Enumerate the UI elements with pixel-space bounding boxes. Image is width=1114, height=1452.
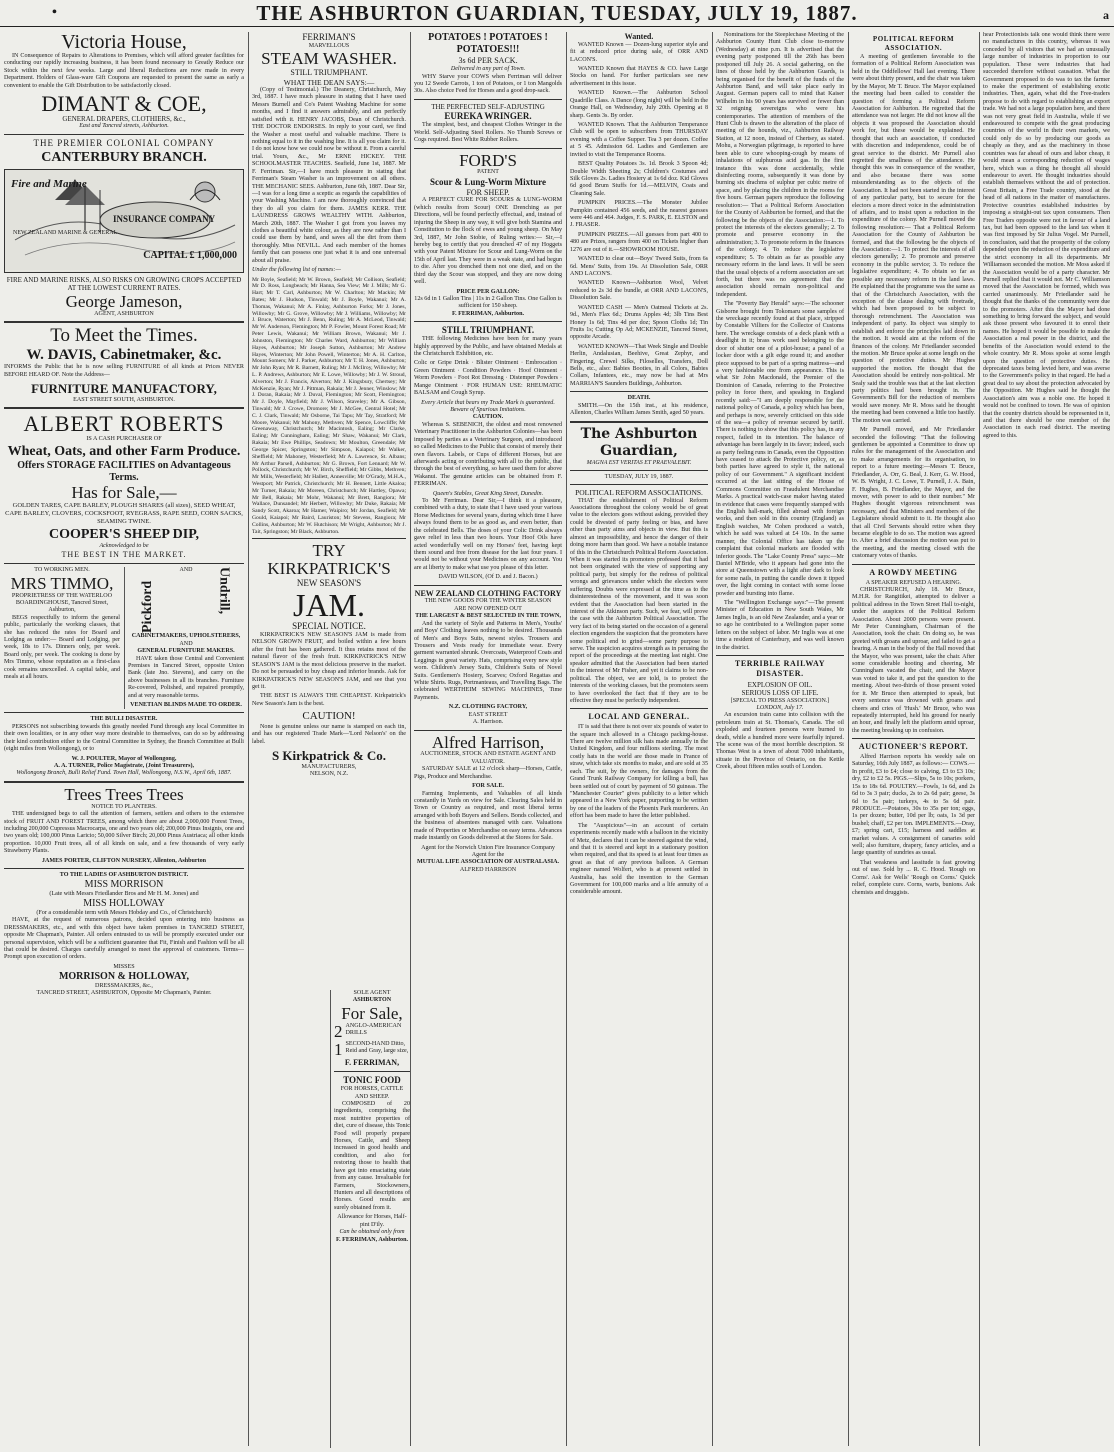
stables-letter: To Mr Ferriman. Dear Sir,—I think it a pleasure, combined with a duty, to state that I have used your various Horse Medicines for several years, during which time I have always found them to be as good as, and even better, than the celebrated Bells. The doses of your Colic Drink always gave relief in less than two hours. Your Hoof Oils have acted wonderfully well on my Horses' feet, having kept them sound and free from disease for the last four years. I would not be without your Medicines on any account. You are at liberty to make what use you please of this letter. xyxy=(414,498,562,571)
dimant-coe: DIMANT & COE, xyxy=(41,91,207,117)
news-waikato: The "Wellington Exchange says:"—The present Minister of Education in New South Wales, Mr James Inglis, is an old New Zealander, and a year or so ago he contributed to a Wellington paper some letters on the subject of labor. Mr Inglis was at one time a resident of Canterbury, and was well known in the district. xyxy=(716,600,844,651)
medicines-list: Colic or Gripe Drink · Blister Ointment · Embrocation · Green Ointment · Condition Powders · Hoof Ointment · Worm Powders · Foot Rot Dressing · Distemper Powders · Mange Ointment · FOR HUMAN USE: RHEUMATIC BALSAM and Cough Syrup. xyxy=(414,360,562,397)
alfred-harrison: Alfred Harrison, xyxy=(431,732,545,752)
kirkpatricks: KIRKPATRICK'S xyxy=(267,559,391,579)
serious-loss-subhead: SERIOUS LOSS OF LIFE. xyxy=(741,689,819,698)
divider xyxy=(4,407,244,409)
dateline: TUESDAY, JULY 19, 1887. xyxy=(604,474,674,481)
bulli-footer: Wollongong Branch, Bulli Relief Fund. Town Hall, Wollongong, N.S.W., April 6th, 1887. xyxy=(16,770,232,777)
divider xyxy=(414,730,562,731)
east-street: EAST STREET xyxy=(468,711,508,718)
masthead xyxy=(0,0,1114,27)
queens-stables: Queen's Stables, Great King Street, Dunedin. xyxy=(432,490,544,497)
wanted-item: WANTED Known—Ashburton Wool, Velvet reduced to 2s 3d the bundle, at ORR AND LACON'S, Dissolution Sale. xyxy=(570,280,708,302)
divider xyxy=(4,781,244,783)
new-seasons: NEW SEASON'S xyxy=(296,578,362,589)
paper-motto: MAGNA EST VERITAS ET PRAEVALEBIT. xyxy=(586,459,692,466)
potatoes-price: 3s 6d PER SACK. xyxy=(458,56,518,66)
mrs-timmo: MRS TIMMO, xyxy=(10,573,114,593)
morrison-subtitle: (Late with Messrs Friedlander Bros and Mr H. M. Jones) and xyxy=(49,890,199,897)
column-6-reports xyxy=(852,32,975,1448)
railway-disaster-heading: TERRIBLE RAILWAY DISASTER. xyxy=(734,659,826,678)
kirkpatrick-body: KIRKPATRICK'S NEW SEASON'S JAM is made from NELSON GROWN FRUIT, and boiled within a few hours after the fruit has been gathered. It thus retains most of the natural flavor of the fresh fruit. KIRKPATRICK'S NEW SEASON'S JAM is the most delicious preserve in the market. Do not be persuaded to buy cheap and inferior brands. Ask for KIRKPATRICK'S NEW SEASON'S JAM, and see that you get it. xyxy=(252,632,406,691)
death-notice: SMITH.—On the 15th inst., at his residence, Allenton, Charles William James Smith, aged 50 years. xyxy=(570,402,708,417)
column-3-ads xyxy=(414,32,562,1448)
agent-for: Agent for the xyxy=(471,851,505,858)
medicines-body: THE following Medicines have been for many years highly approved by the Public, and have obtained Medals at the Christchurch Exhibition, etc. xyxy=(414,336,562,358)
secondhand-count: 1 xyxy=(334,1039,343,1059)
wheat-oats: Wheat, Oats, and other Farm Produce. xyxy=(7,443,241,459)
masthead-bullet: • xyxy=(52,5,58,20)
divider xyxy=(570,708,708,709)
divider xyxy=(4,868,244,869)
divider xyxy=(414,99,562,100)
divider xyxy=(4,321,244,323)
divider xyxy=(414,148,562,149)
wanted-item: PUMPKIN PRIZES.—All guesses from part 400 to 480 are Prizes, rangers from 400 on Tickets higher than 1276 are out of it.—SHOWROOM HOUSE. xyxy=(570,231,708,253)
divider xyxy=(852,738,975,739)
drill-count: 2 xyxy=(334,1021,343,1041)
undrill: Undrill, xyxy=(216,567,232,615)
to-the-ladies: TO THE LADIES OF ASHBURTON DISTRICT. xyxy=(59,872,189,879)
page-mark: a xyxy=(1103,8,1110,22)
morrison-holloway-firm: MORRISON & HOLLOWAY, xyxy=(58,971,190,983)
banner-capital: CAPITAL £ 1,000,000 xyxy=(143,249,237,261)
nz-factory-sig: N.Z. CLOTHING FACTORY, xyxy=(448,704,528,711)
alfred-harrison-sig: ALFRED HARRISON xyxy=(459,866,517,873)
premier-colonial: THE PREMIER COLONIAL COMPANY xyxy=(33,137,215,148)
pra-body-2: Mr Purnell moved, and Mr Friedlander seconded the following: "That the following gentlemen be appointed a Committee to draw up rules for the management of the Association and to make arrangements for its organisation, to report to a future meeting:—Messrs T. Bruce, Friedlander, A. Orr, G. Beal, J. Kerr, G. W. Hood, W. B. Wright, J. C. Lowe, T. Purnell, J. A. Bain, F. Hughes, B. Friedlander, the Mayor, and the mover, with power to add to their number." Mr Hughes thought vigorous retrenchment was necessary, and that Ministers and members of the Legislature should submit to it. He thought also that all Civil Servants should retire when they became elegible to do so. The motion was agreed to. After a brief discussion the motion was put to the meeting, and the meeting closed with the customary votes of thanks. xyxy=(852,427,975,560)
furniture-makers: GENERAL FURNITURE MAKERS. xyxy=(137,648,235,655)
eureka-wringer: EUREKA WRINGER. xyxy=(444,111,532,122)
meet-the-times: To Meet the Times. xyxy=(50,325,198,347)
divider xyxy=(852,564,975,565)
price-lines: 12s 6d in 1 Gallon Tins | 11s in 2 Gallon Tins. One Gallon is sufficient for 150 sheep. xyxy=(414,295,562,310)
pickford-body: HAVE taken those Central and Convenient Premises in Tancred Street, opposite Union Bank (late Jno. Stevens), and carry on the above businesses in all its branches. Furniture Re-covered, Polished, and repaired promptly, and at very reasonable terms. xyxy=(128,655,244,699)
banner-fire-marine: Fire and Marine xyxy=(11,177,87,190)
divider xyxy=(414,321,562,322)
press-association: [SPECIAL TO PRESS ASSOCIATION.] xyxy=(730,697,830,704)
paper-title: The Ashburton Guardian, xyxy=(580,425,698,459)
jam: JAM. xyxy=(292,587,365,624)
holloway-subtitle: (For a considerable term with Messrs Hobday and Co., of Christchurch) xyxy=(36,909,212,916)
continuation-body: hear Protectionists talk one would think there were no manufactures in this country, whereas it was conceded by all visitors that we had an unusually large number of industries in proportion to our population. These were industries that had succeeded therefore without causation. What the Government proposed to do was to tax the farmer to make the experiment of establishing exotic industries. Then, again, what did the Free-traders propose to do with regard to establishing an export trade. We had not a large population here, and there was not very great field in Australia, while if we endeavoured to compete with the great producing countries of the world in their own markets, we could only do so by producing our goods as cheaply as they, and as the machinery in those countries was far ahead of ours and labor cheap, it would mean a corresponding reduction of wages here, which was a thing he thought all should endeavour to avert. He thought industries should establish themselves without the aid of protection. Great Britain, a Free Trade country, stood at the head of all nations in the matter of manufactures. Protective countries established industries by imposing a straight-out tax upon consumers. Then Free Traders opposite were not in favour of a land tax, but had been opposed to the land tax when it was first imposed by Sir Julius Vogel. Mr Purnell, in conclusion, said that the prosperity of the colony depended upon the reduction of the expenditure and the strict economy in all its departments. Mr Williamson seconded the motion. Mr Moss asked if the Association would be of a party character. Mr Purnell replied that it would not. Mr C. Williamson moved that the Association be formed, which was carried unanimously. Mr Friedlander said he thought that the thanks of the community were due to the promoters. After this the Mayor had done something to bring forward the subject, and would ask those present who favoured it to enrol their names. He hoped it would be possible to make the Association a real power in the district, and the benefits of the Association would extend to the whole country. Mr R. Moss spoke at some length upon the question of protective duties. He deprecated taxes being levied here, and was averse to the Government's policy in that regard. He had a great deal to say about the protection advocated by the Opposition. Mr Hughes said he thought the Association's aim was a noble one. He hoped it would not be confined to town. He was of opinion that the country districts should be represented in it, and that there should be one member of the Association in each road district. The meeting agreed to this. xyxy=(983,32,1110,439)
auctioneer-report-body: Alfred Harrison reports his weekly sale on Saturday, 16th July 1887, as follows:— COWS.—In profit, £3 to £4; close to calving, £3 to £3 10s; dry, £2 to £2 5s. PIGS.—Slips, 5s to 10s; porkers, 15s to 18s 6d. POULTRY.—Fowls, 1s 6d, and 2s 6d to 3s 3 pair; ducks, 2s to 2s 6d pair; geese, 3s 6d to 5s pair; turkeys, 4s to 5s 6d pair. PRODUCE.—Potatoes, 30s to 35s per ton; eggs, 1s per dozen; butter, 10d per lb; oats, 1s 3d per bushel; chaff, £2 per ton. IMPLEMENTS.—Dray, £7; spring cart, £15; harness and saddles at market values. A consignment of canaries sold well; also furniture, drapery, fancy articles, and a large quantity of sundries as usual. xyxy=(852,754,975,857)
ferriman-agent: F. FERRIMAN, Ashburton. xyxy=(451,310,525,317)
divider xyxy=(4,134,244,135)
miss-holloway: MISS HOLLOWAY xyxy=(83,898,165,910)
leader-article: THAT the establishment of Political Reform Associations throughout the colony would be of great value to the electors goes without asking, provided they could be divested of party feeling or bias, and have other than party aims and objects in view. But this is almost an impossibility, and hence the danger of their doing more harm than good. We have a notable instance of this in the Christchurch Political Reform Association. When it was started its promoters professed that it had not been originated with the view of supporting any political party, but simply for the redress of political wrongs and grievances under which the electors were suffering. Doubts were expressed at the time as to the disinterestedness of the movement, and it was soon evident that the Association had been started in the interest of the Atkinson party. Such, we fear, will prove the case with the Ashburton Political Association. The very fact of its being started on the occasion of a general election engenders the suspicion that the promoters have some political end to grind—some party purpose to serve. The suspicion acquires strength as in perusing the report of the proceedings at the meeting last night. One speaker admitted that the Association had been started in the interest of Mr Fisher, and yet it claims to be non-political. The object, we are told, is to protect the interests of the working classes, but the promoters seem to have overlooked the fact that if they are to be effective they must be perfectly independent. xyxy=(570,497,708,704)
secondhand-item: SECOND-HAND Ditto, Reid and Gray, large size, xyxy=(345,1040,409,1054)
divider xyxy=(4,563,244,564)
local-general-tail: The "Auspicious"—in an account of certain experiments recently made with a balloon in the vicinity of Metz, declares that it can be steered against the wind, and that it is steered and kept in a stationary position when required, and that its speed is at least four times as great as that of any previous balloon. A German engineer named Wolfert, who is at present settled in Australia, has sold the invention to the German Government for 100,000 marks and a life annuity of a considerable amount. xyxy=(570,822,708,896)
caution: CAUTION! xyxy=(302,710,356,723)
wanted-item: PUMPKIN PRICES.—The Monster Jubilee Pumpkin contained 456 seeds, and the nearest guesses were 446 and 464. Judges, F. S. PARK, E. ELSTON and J. FRASER. xyxy=(570,200,708,229)
kirkpatrick-firm: S Kirkpatrick & Co. xyxy=(271,747,387,763)
new-goods: THE NEW GOODS FOR THE WINTER SEASON xyxy=(424,598,552,605)
mutual-life: MUTUAL LIFE ASSOCIATION OF AUSTRALASIA. xyxy=(416,859,560,866)
morrison-holloway-body: HAVE, at the request of numerous patrons, decided upon entering into business as DRESSMAKERS, etc., and with this object have taken premises in TANCRED STREET, opposite Mr Chapman's, Painter. All orders entrusted to us will be promptly executed under our personal supervision, which will be a sufficient guarantee that Fit, Finish and Fashion will be all that could be desired. Charges carefully arranged to meet the approval of customers. Terms—Prompt upon execution of orders. xyxy=(4,917,244,961)
cabinet-and: AND xyxy=(179,640,193,647)
ferriman-sale-box xyxy=(330,990,410,1448)
pra-heading: POLITICAL REFORM ASSOCIATION. xyxy=(872,35,955,52)
bulli-turner: A. A. TURNER, Police Magistrate, (Joint Treasurers), xyxy=(53,762,195,769)
wanted-item: WANTED to clear out—Boys' Tweed Suits, from 6s 6d. Mens' Suits, from 19s. At Dissolution Sale, ORR AND LACON'S. xyxy=(570,256,708,277)
now-opened: ARE NOW OPENED OUT xyxy=(454,605,522,612)
morrison-holloway-role: DRESSMAKERS, &c., xyxy=(95,982,153,989)
cabinet-makers: CABINETMAKERS, UPHOLSTERERS, xyxy=(131,633,241,640)
saturday-sale: SATURDAY SALE at 12 o'clock sharp—Horses, Cattle, Pigs, Produce and Merchandise. xyxy=(414,766,562,780)
sole-agent: SOLE AGENT xyxy=(353,990,391,996)
auctioneer: AUCTIONEER, STOCK AND ESTATE AGENT AND VALUATOR. xyxy=(420,751,556,765)
names-intro: Under the following list of names:— xyxy=(252,267,341,274)
to-working-men: TO WORKING MEN. xyxy=(34,567,90,574)
caution-body: None is genuine unless our name is stamped on each tin, and has our registered Trade Mark—'Lord Nelson's' on the label. xyxy=(252,723,406,745)
rowdy-meeting-heading: A ROWDY MEETING xyxy=(869,567,958,577)
perfected-wringer: THE PERFECTED SELF-ADJUSTING xyxy=(431,102,545,111)
ferriman-signature: F. FERRIMAN, xyxy=(344,1058,400,1068)
a-harrison: A. Harrison. xyxy=(472,719,504,726)
still-triumphant-2: STILL TRIUMPHANT. xyxy=(441,325,535,336)
divider xyxy=(570,484,708,485)
rowdy-subhead: A SPEAKER REFUSED A HEARING. xyxy=(865,579,962,586)
divider xyxy=(570,391,708,392)
tonic-subtitle: FOR HORSES, CATTLE AND SHEEP. xyxy=(340,1086,404,1100)
banner-subtitle: NEW ZEALAND MARINE & GENERAL xyxy=(13,229,118,236)
bulli-title: THE BULLI DISASTER. xyxy=(90,716,158,723)
column-5-news xyxy=(716,32,844,1448)
norwich-union: Agent for the Norwich Union Fire Insurance Company xyxy=(421,844,555,851)
divider xyxy=(252,538,406,539)
timmo-subtitle: PROPRIETRESS OF THE WATERLOO BOARDINGHOUSE, Tancred Street, Ashburton, xyxy=(11,592,113,614)
nelson: NELSON, N.Z. xyxy=(309,771,349,778)
albert-roberts: ALBERT ROBERTS xyxy=(23,411,225,437)
tonic-body: COMPOSED of 20 ingredients, comprising the most nutritive properties of diet, cure of disease, this Tonic Food will properly prepare Horses, Cattle, and Sheep increased in good health and condition, and also for restoring those to health that have got into emaciating state from any cause. Invaluable for Farmers, Stockowners, Hunters and all descriptions of Horses. Good results are surely obtained from it. xyxy=(334,1100,410,1211)
davis-cabinetmaker: W. DAVIS, Cabinetmaker, &c. xyxy=(26,346,222,363)
death-heading: DEATH. xyxy=(627,395,651,402)
fords-patent: PATENT xyxy=(477,169,499,176)
coopers-best: THE BEST IN THE MARKET. xyxy=(61,550,187,560)
potatoes-delivered: Delivered in any part of Town. xyxy=(450,66,526,73)
pickford-and: AND xyxy=(179,567,193,574)
coopers-subtitle: Acknowledged to be xyxy=(99,543,149,550)
albert-subtitle: IS A CASH PURCHASER OF xyxy=(86,435,162,442)
column-rule xyxy=(712,32,713,1446)
for-sale-harrison: FOR SALE. xyxy=(472,783,504,790)
notice-to-planters: NOTICE TO PLANTERS. xyxy=(91,803,157,810)
explosion-subhead: EXPLOSION OF OIL. xyxy=(747,680,813,689)
masthead-title: THE ASHBURTON GUARDIAN, TUESDAY, JULY 19, 1887. xyxy=(256,1,858,25)
drill-item: ANGLO-AMERICAN DRILLS xyxy=(345,1022,402,1037)
bulli-poulter: W. J. POULTER, Mayor of Wollongong, xyxy=(71,755,177,762)
column-rule xyxy=(848,32,849,1446)
tonic-obtained: Can be obtained only from xyxy=(339,1229,405,1236)
misses: MISSES xyxy=(113,963,135,970)
column-rule xyxy=(410,32,411,1446)
tonic-food: TONIC FOOD xyxy=(343,1075,401,1086)
auctioneer-report-heading: AUCTIONEER'S REPORT. xyxy=(858,742,969,752)
caution-body-2: Whereas S. SEBENICH, the oldest and most renowned Veterinary Practitioner in the Ashburton Colonies—has been imposed by parties as a Veterinary Surgeon, and introduced so called Medicines to the Public that consist of merely their own flavors. Labels, or Cups of different Horses, but are afterwards acting or contributing with all to the public, that through the best of everything, so have used them for above Wakanui. The genuine articles can be obtained from F. FERRIMAN. xyxy=(414,421,562,488)
divider xyxy=(716,655,844,656)
canterbury-branch: CANTERBURY BRANCH. xyxy=(41,149,207,165)
potatoes-heading: POTATOES ! POTATOES ! POTATOES!!! xyxy=(428,32,548,56)
steam-washer: STEAM WASHER. xyxy=(261,49,397,69)
potatoes-body: WHY Starve your COWS when Ferriman will deliver you 12 Swede Carrots, 1 ton of Potatoes, or 1 ton Mangolds 30s. Also choice Feed for Horses and a good drop-sack. xyxy=(414,73,562,95)
column-7-continuation xyxy=(983,32,1110,1448)
banner-company: INSURANCE COMPANY xyxy=(113,213,216,224)
corns-note: That weakness and lassitude is fast growing out of use. Sold by ... R. C. Hood. 'Rough on Corns'. Ask for Wells' 'Rough on Corns.' Quick relief, complete cure. Corns, warts, bunions. Ask chemists and druggists. xyxy=(852,859,975,896)
furniture-manufactory: FURNITURE MANUFACTORY, xyxy=(31,381,217,397)
dimant-subtitle: GENERAL DRAPERS, CLOTHIERS, &c., xyxy=(62,115,186,124)
every-article: Every Article that bears my Trade Mark is guaranteed. xyxy=(421,399,555,406)
insurance-banner xyxy=(4,169,244,273)
bulli-body: PERSONS not subscribing towards this greatly needed Fund through any local Committee in their own localities, or in any other way more desirable to themselves, can do so by addressing their kind contribution either to the Central Committee in Sydney, the Branch Committee at Bulli (eight miles from Wollongong), or to xyxy=(4,723,244,753)
column-1-ads xyxy=(4,32,244,1448)
divider xyxy=(414,585,562,586)
ferrimans: FERRIMAN'S xyxy=(302,32,356,42)
column-rule xyxy=(248,32,249,1446)
david-wilson: DAVID WILSON, (Of D. and J. Bacon.) xyxy=(438,574,538,581)
divider xyxy=(4,712,244,713)
wanted-item: WANTED Known.—The Ashburton School Quadrille Class. A Dance (long night) will be held in the Orange Hall, on Wednesday, July 20th. Opening at 8 sharp. Gents 3s. By order. xyxy=(570,90,708,119)
names-list: Mr Boyle, Seafield; Mr W. Brown, Seafield; Mr Collison, Seafield; Mr D. Ross, Longbeach; Mr Hanna, Sea View; Mr J. Mills; Mr G. Hart; Mr T. Carl, Ashburton; Mr W. Charlton; Mr Mackin; Mr Bates; Mr J. Hudson, Tinwald; Mr J. Boyle, Wakanui; Mr A. Thomas, Wakanui; Mr A. Finlay, Ashburton Forks; Mr J. Jones, Willowby; Mr G. Grove, Willowby; Mr J. Williams, Willowby; Mr J. Bruce, Waterton; Mr J. Benn, Ruling; Mr A. McLeod, Tinwald; Mr W. Anderson, Flemington; Mr P. Fowler, Mount Forest Road; Mr Peter Lewis, Wakanui; Mr William Brown, Wakanui; Mr J. Johnston, Flemington; Mr Charles Ward, Ashburton; Mr William Hayes, Ashburton; Mr Joseph Sutton, Ashburton; Mr Andrew Hayes, Winterton; Mr John Powell, Winterton; Mr A. H. Carlton, Mount Somers; Mr J. Parker, Ashburton; Mr T. H. Jones, Ashburton; Mr John Ryan; Mr R. Barnett, Ruling; Mr J. McIlroy, Willowby; Mr L. P. Andrews, Ashburton; Mr E. Lowe, Willowby; Mr J. W. Stroud, Alverton; Mr J. Francis, Alverton; Mr J. Kingsbury, Chertsey; Mr McKenzie, Ryan; Mr J. Pittman, Rakaia; Mr J. Jenner, Winslow; Mr J. Doran, Rakaia; Mr J. Duval, Flemington; Mr Scott, Flemington; Mr J. Doyle, Mayfield; Mr J. Wilson, Staveley; Mr A. Gibson, Tinwald; Mr J. Crowe, Dromore; Mr J. McGee, Central Hotel; Mr C. J. Clark, Tinwald; Mr Osborne, Tai Tapu; Mr Tay, Stratford; Mr Moore, Wakanui; Mr Mahony, Methven; Mr Spence, Lowcliffe; Mr Greenaway, Christchurch; Mr Macintosh, Ealing; Mr Clarke, Ealing; Mr Cunningham, Ealing; Mr Shaw, Wakanui; Mr Clark, Rakaia; Mr Ewe Phillips, Seadown; Mr Moulton, Greendale; Mr George Spicer, Springston; Mr Simpson, Kaiapoi; Mr Walker, Sheffield; Mr Mahoney, Westerfield; Mr A. Lawrence, St. Albans; Mr Arthur Parsell, Ashburton; Mr G. Brown, Fort Lennard; Mr W. Pollock, Christchurch; Mr W. Birch, Sheffield; Mr Gibbs, Methven; Mr Mills, Westerfield; Mr Hallett, Annesville; Mr O'Grady, M.H.A., Westport; Mr Patrick, Christchurch; Mr H. Bennett, Little Akaloa; Mr Turner, Rakaia; Mr Moreen, Christchurch; Mr Hartley, Opawa; Mr Bell, Rakaia; Mr Mohr, Wakanui; Mr Brett, Rangiora; Mr Wallace, Dunsandel; Mr Herbert, Willowby; Mr Duke, Rakaia; Mr Sandy Scott, Akaroa; Mr Hamer, Waipiro; Mr Jordan, Seafield; Mr Gould, Kaiapoi; Mr Baird, Lauriston; Mr Stevens, Rangiora; Mr Collins, Ashburton; Mr W. Hutchison; Mr Wright, Ashburton; Mr J. Tait, Springston; Mr Black, Ashburton. xyxy=(252,276,406,535)
local-general-body: IT is said that there is not over six pounds of water to the square inch allowed in a Chicago packing-house. There are twelve million silk hats made annually in the United Kingdom, and four millions sterling. The most costly hats in the world are those made in France of straw, which take six months to make, and are sold at 35 each. The suit, by the owners, for damages from the Grand Trunk Railway Company for killing a bull, has been settled out of court by payment of 50 guineas. The "Manchester Courier" gives publicity to a letter which appeared in a New York paper, purporting to be written by one of the leaders of the Phoenix Park murderers. An effort has been made to have the letter published. xyxy=(570,724,708,820)
news-mid: The "Poverty Bay Herald" says:—The schooner Gisborne brought from Tokomaru some samples of the wreckage recently found at that place, stripped by Constable Villiers for the Collector of Customs here. The wreckage consists of a deck plank with a deadlight in it; brass work used belonging to the door of shutter one of a pilot-house; a panel of a locker door with a gilt edge round it; and another piece supposed to be part of a spring mattress—and a very fashionable one from appearance. This is what Sir John Macdonald, the Premier of the Dominion of Canada, referring to the Protective policy in force there, and speaking in England recently said:—"I am deeply responsible for the national policy of Canada, a policy which has been, and perhaps is now, severely criticised on this side of the sea—a policy of revenue secured by tariff. There is nothing to show that this policy has, in any respect, failed in its intention. The balance of advantage has been largely in its favor; indeed, such as party feeling runs in Canada, even the Opposition have ceased to attack the Protective policy, or, as both parties have agreed to style it, the national policy of our Government." A significant incident occurred at the last sitting of the House of Commons Committee on Fraudulent Merchandise Marks. A practical watch-case maker having stated in evidence that cases were frequently stamped with the English hall-mark, filled abroad with foreign works, and then sold in this country (England) as English watches, Mr Cohen produced a watch, which he said was valued at £4 10s. In the same manner, the Colonial Office has taken up the complaint that colonial markets are flooded with inferior goods. The "Lake County Press" says:—Mr Daniel M'Bride, who it appears had gone into the store at Queenstown with a light after dark to look for some nails, in putting the candle down it tipped over, the light coming in contact with some loose powder and bursting into flame. xyxy=(716,301,844,597)
tonic-allowance: Allowance for Horses, Half-pint D'ily. xyxy=(337,1214,407,1228)
clothing-body: And the variety of Style and Patterns in Men's, Youths' and Boys' Clothing leaves nothing to be desired. Thousands of Men's and Boys Suits, newest styles. Trousers and Trousers and Vests ready for immediate wear. Every garment warranted shrunk. Overcoats, Waterproof Coats and Leggings in great variety. Hats, comprising every new style worn. Children's Jersey Suits, Children's Suits of Novel Suits. Gentlemen's Hosiery, Scarves; Oxford Regattas and White Shirts. Rugs, Portmanteaus, and Travelling Bags. The celebrated WERTHEIM SEWING MACHINES, Time Payments. xyxy=(414,620,562,701)
largest-selection: THE LARGEST & BEST SELECTED IN THE TOWN, xyxy=(415,613,561,620)
furniture-address: EAST STREET SOUTH, ASHBURTON. xyxy=(73,396,175,403)
still-triumphant: STILL TRIUMPHANT. xyxy=(290,68,368,78)
column-rule xyxy=(979,32,980,1446)
divider xyxy=(570,470,708,471)
washer-testimonials: (Copy of Testimonial.) The Deanery, Christchurch, May 3rd, 1887. I have much pleasure in stating that I have used Messrs Burnell and Co's Patent Washing Machine for some months, and I find it answers admirably, and am perfectly satisfied with it. HENRY JACOBS, Dean of Christchurch. THE DOCTOR ENDORSES. In reply to your card, we find the Washer a most useful and valuable machine. There is nothing equal to it in the washing line. It is all you claim for it. I do not know how we could now be without it. From a careful trial. Yours, &c., Mr ERNE HICKEY. THE SCHOOLMASTER TEACHES. Seafield, June 1st, 1887. Mr F. Ferriman. Sir,—I have much pleasure in stating that Ferriman's Steam Washer is an improvement on all others. THE MECHANIC SEES. Ashburton, June 6th, 1887. Dear Sir,—I was for a long time a sceptic as regards the capabilities of your Washing Machine. I am now thoroughly convinced that they do all you claim for them. JAMES KERR. THE LAUNDRESS GROWS WEALTHY WITH. Ashburton, March 20th, 1887. The Washer I got from you leaves my clothes a beautiful white colour, as they are now rather than I could use them by hand, and saves all the dirt from them thoroughly. Miss NEVILL. And each member of the homes family that can possess one just what it is and one universal about all praise. xyxy=(252,87,406,264)
special-notice: SPECIAL NOTICE. xyxy=(292,621,366,632)
price-per-gallon: PRICE PER GALLON: xyxy=(456,288,520,295)
what-the-dean-says: WHAT THE DEAN SAYS:— xyxy=(283,77,375,87)
pickford: Pickford xyxy=(140,581,156,634)
wanted-heading: Wanted. xyxy=(624,32,654,41)
morrison-holloway-address: TANCRED STREET, ASHBURTON, Opposite Mr Chapman's, Painter. xyxy=(36,990,212,997)
divider xyxy=(570,421,708,423)
trees-body: THE undersigned begs to call the attention of farmers, settlers and others to the extensive stock of FRUIT AND FOREST TREES, among which there are about 2,000,000 Forest Trees, including 200,000 Cupressus Macrocarpa, one and two years old; 200,000 Pinus Insignis, one and two years old; 100,000 Pinus Laricio; 50,000 Silver Birch; 20,000 Pinus Austriaca; all other kinds proportion. 10,000 Fruit trees, all of all kinds on sale, and a few thousands of very early Strawberry Plants. xyxy=(4,811,244,855)
manufacturers: MANUFACTURERS, xyxy=(301,763,357,770)
nz-clothing-factory: NEW ZEALAND CLOTHING FACTORY xyxy=(414,588,562,598)
try: TRY xyxy=(312,541,346,561)
wanted-item: WANTED Known — Dozen-lung superior style and fit at reduced price during sale, of ORR AND LACON'S. xyxy=(570,41,708,63)
venetian-blinds: VENETIAN BLINDS MADE TO ORDER. xyxy=(130,702,242,709)
has-for-sale: Has for Sale,— xyxy=(71,483,177,503)
railway-body: An excursion train came into collision with the petroleum train at St. Thomas's, Canada. The oil exploded and fourteen persons were burned to death, while a hundred more were fearfully injured. The scene was of the most horrible description. St Thomas West is a town of about 7000 inhabitants, situate in the Province of Ontario, on the Kettle Creek, about fifteen miles south of London. xyxy=(716,712,844,771)
wanted-item: BEST Quality Potatoes 3s. 1d. Brook 3 Spoon 4d; Double Width Sheeting 2s; Children's Costumes and Silk Gloves 2s. Ladies Hosiery at 1s 6d doz. Kid Gloves 6d good Brum Stuffs for 1d.—MELVIN, Coats and Cleaning Sale. xyxy=(570,161,708,197)
timmo-body: BEGS respectfully to inform the general public, particularly the working classes, that she has reduced the rates for Board and Lodging as under:— Board and Lodging, per week, 18s to 17s. Dinners only, per week. Board only, per week. The cooking is done by Mrs Timmo, whose reputation as a first-class cook remains unexcelled. A capital table, and meals at all hours. xyxy=(4,614,120,681)
victoria-house-body: IN Consequence of Repairs to Alterations to Premises, which will afford greater facilities for conducting our rapidly increasing business, it has been found necessary to Greatly Reduce our Stock within the next few weeks. Large and liberal Reductions are now made in every Department. Holders of Glass-ware Gift Coupons are requested to present the same as early a convenient to enable the Gift Distribution to be satisfactorily closed. xyxy=(4,53,244,89)
victoria-house-title: Victoria House, xyxy=(61,32,187,53)
wanted-item: WANTED Known. That the Ashburton Temperance Club will be open to subscribers from THURSDAY evening with a Coffee Supper. Tea 3 per dozen. Coffee at 5 45. Admission 6d. Ladies and Gentlemen are invited to visit the Temperance Rooms. xyxy=(570,121,708,158)
trees-title: Trees Trees Trees xyxy=(64,784,184,804)
sole-agent-town: ASHBURTON xyxy=(352,997,392,1004)
harrison-sale-body: Farming Implements, and Valuables of all kinds constantly in Yards on view for Sale. Clearing Sales held in Town or Country as required, and most liberal terms arranged with both Buyers and Sellers. Bonds collected, and the business of absentees managed with care. Valuations made of Properties or Merchandise on easy terms. Advances made instantly on Goods delivered at the Stores for Sale. xyxy=(414,790,562,842)
pra-body: A meeting of gentlemen favorable to the formation of a Political Reform Association was held in the Oddfellows' Hall last evening. There were about thirty present, and the chair was taken by the Mayor, Mr T. Bruce. The Mayor explained the meeting had been called to consider the question of forming a Political Reform Association for Ashburton. He regretted that the attendance was not larger. He did not know all the objects it was proposed the Association should work for, but these would be explained. He thought that such an association, if conducted with discretion and independence, could be of great service to the district. Mr Purnell also regretted the smallness of the attendance. He thought this was in consequence of the weather, and also because there was some misunderstanding as to the objects of the Association. It had not been started in the interest of any particular party, but to secure for the electors a more direct voice in the administration of affairs, and to insist upon a reduction in the expenditure of the colony. Mr Purnell moved the following resolution:— That a Political Reform Association for the County of Ashburton be formed, and that the following be the objects of the Association:—1. To protect the interests of all electors generally; 2. To promote and preserve economy in the public service; 3. To reduce the legislative expenditure; 4. To obtain so far as possible any necessary reform in the land laws. He explained that the programme was the same as that of the Christchurch Association, with the exception of the clause dealing with freetrade, which had been proposed to be subject to thorough retrenchment. The Association was independent of party. Its object was simply to establish and enforce the principles laid down in the motion. It would aim at the reform of the finances of the colony. Mr Friedlander seconded the motion. Mr Bruce spoke at some length on the question of protective duties. Mr Hughes supported the motion. He thought that the Association should be entirely non-political. Mr Sealy said the trouble was that at the last election party politics had been brought in. The Government's Bill for the reduction of members would save money. Mr R. Moss said he thought the meeting had been convened a little too hastily. The motion was carried. xyxy=(852,54,975,424)
eureka-body: The simplest, best, and cheapest Clothes Wringer in the World. Self-Adjusting Steel Rollers. No Thumb Screws or Cogs required. Best White Rubber Rollers. xyxy=(414,122,562,144)
caution-heading: CAUTION. xyxy=(472,414,504,421)
column-4-editorial xyxy=(570,32,708,1448)
divider xyxy=(334,1071,410,1072)
dimant-address: East and Tancred streets, Ashburton. xyxy=(79,123,169,130)
wanted-item: WANTED Known that HAYES & CO. have Large Stocks on hand. For further particulars see new advertisement in this issue. xyxy=(570,66,708,87)
beware: Beware of Spurious Imitations. xyxy=(450,406,526,413)
davis-notice: INFORMS the Public that he is now selling FURNITURE of all kinds at Prices NEVER BEFORE HEARD OF. Note the Address— xyxy=(4,364,244,378)
marvellous: MARVELLOUS xyxy=(308,42,350,49)
london-dateline: LONDON, July 17. xyxy=(756,704,804,711)
miss-morrison: MISS MORRISON xyxy=(84,879,164,891)
best-cheapest: THE BEST IS ALWAYS THE CHEAPEST. Kirkpatrick's New Season's Jam is the best. xyxy=(252,693,406,707)
fords-body: A PERFECT CURE FOR SCOURS & LUNG-WORM (which results from Scour) ONE Drenching as per Directions, will be found perfectly effectual, and, instead of injuring the Sheep in any way, it will give both Stamina and Constitution to the flock of ewes and young sheep. On May 3rd, 1887, Mr John Stobie, of Ruling writes:— Sir,—I hereby beg to certify that you drenched 47 of my Hoggets with your Patent Mixture for Scour and Lung-Worm on the 15th of April last. They were in a weak state, and had begun to die. After you drenched them not one died, and on the third day the Scour was stopped, and they are now doing well. xyxy=(414,197,562,286)
sale-items: GOLDEN TARES, CAPE BARLEY, PLOUGH SHARES (all sizes), SEED WHEAT, CAPE BARLEY, CLOVERS, COCKSFOOT, RYEGRASS, RAPE SEED, CORN SACKS, SEAMING TWINE. xyxy=(5,502,243,526)
storage-facilities: Offers STORAGE FACILITIES on Advantageous Terms. xyxy=(17,460,231,484)
local-general-heading: LOCAL AND GENERAL. xyxy=(588,712,690,722)
column-rule xyxy=(566,32,567,1446)
tonic-ferriman: F. FERRIMAN, Ashburton. xyxy=(335,1236,409,1243)
scour-mixture: Scour & Lung-Worm Mixture xyxy=(430,176,546,187)
for-sale-ferriman: For Sale, xyxy=(341,1003,403,1023)
george-jameson: George Jameson, xyxy=(65,291,183,311)
fords: FORD'S xyxy=(459,150,517,170)
leader-heading: POLITICAL REFORM ASSOCIATIONS. xyxy=(575,488,703,498)
james-porter: JAMES PORTER, CLIFTON NURSERY, Allenton, Ashburton xyxy=(41,857,207,864)
wanted-item: WANTED KNOWN—That Week Single and Double Herlin, Andalusian, Beehive, Great Zephyr, and Fingering, Crewel Silks, Filoselles, Transfers, Doll Bells, etc., also: Babies Booties, in all Colors, Babies Collars, Infantees, etc., may now be had at Mrs MARRIAN'S Saunders Buildings, Ashburton. xyxy=(570,343,708,387)
news-top: Nominations for the Steeplechase Meeting of the Ashburton County Hunt Club close to-morrow (Wednesday) at nine p.m. It is advertised that the evening party postponed till the 26th has been postponed till July 26. A social gathering, on the lines of those held by the Ashburton Guards, is being organised for the benefit of the funds of the Ashburton Band, and will take place early in August. German papers call to mind that Kaiser Wilhelm in his 90 years has survived or fewer than 32 reigning sovereigns who were his contemporaries. The attention of members of the Hunt Club is drawn to the alteration of the place of meeting of the hounds, viz., Ashburton Railway Station, at 12 noon, instead of Chertsey, as stated. Mohu, a Norwegian pilgrimage, is reported to have been able to cure whooping-cough by means of inhalations of sulphurous acid gas. In the first instance this was done accidentally, while disinfecting rooms, subsequently it was done by burning six drachms of sulphur per cubic metre of space, and by placing the children in the rooms for five hours. German papers reproduce the following resolution:— That a Political Reform Association for the County of Ashburton be formed, and that the following be the objects of the Association:—1. To protect the interests of the electors generally; 2. To promote and preserve economy in the administration; 3. To promote reform in the finances of the colony; 4. To reduce the legislative expenditure; 5. To obtain as far as possible any necessary reform in the land laws. It will be seen that the usual objects of a reform association are set forth, but there was no agreement that the association should remain non-political and independent. xyxy=(716,32,844,298)
wanted-item: WANTED CASH — Men's Oatmeal Tickets at 2s. 9d., Men's Flax 6d.; Drums Apples 4d; 3lb Tins Best Honey 1s 6d; Tins 4d per doz; Spoon Cloths 1d; Tin Fruits 1s; Cutting Op Ad; MCKENZIE, Tancred Street, opposite Arcade. xyxy=(570,304,708,341)
coopers-sheep-dip: COOPER'S SHEEP DIP, xyxy=(48,526,200,542)
for-sheep: FOR SHEEP. xyxy=(466,187,510,197)
rowdy-body: CHRISTCHURCH, July 18. Mr Bruce, M.H.R. for Rangitikei, attempted to deliver a political address in the Town Street Hall to-night, under the auspices of the Political Reform Association. About 2000 persons were present. Mr Peter Cunningham, Chairman of the Association, took the chair. On doing so, he was greeted with groans and uproar, and failed to get a hearing. A man in the body of the Hall moved that the Mayor, who was present, take the chair. After some considerable hooting and cheering, Mr Cunningham vacated the chair, and the Mayor was voted to take it, and put the question to the meeting. About two-thirds of those present voted for it. Mr Bruce then attempted to speak, but every sentence was drowned with groans and cheers and cries of 'Hush.' Mr Bruce, who was repeatedly interrupted, held his ground for nearly an hour, and finally left the platform amid uproar, the meeting breaking up in confusion. xyxy=(852,586,975,734)
fire-risks: FIRE AND MARINE RISKS, ALSO RISKS ON GROWING CROPS ACCEPTED AT THE LOWEST CURRENT RATES. xyxy=(6,275,242,293)
jameson-role: AGENT, ASHBURTON xyxy=(94,310,154,317)
